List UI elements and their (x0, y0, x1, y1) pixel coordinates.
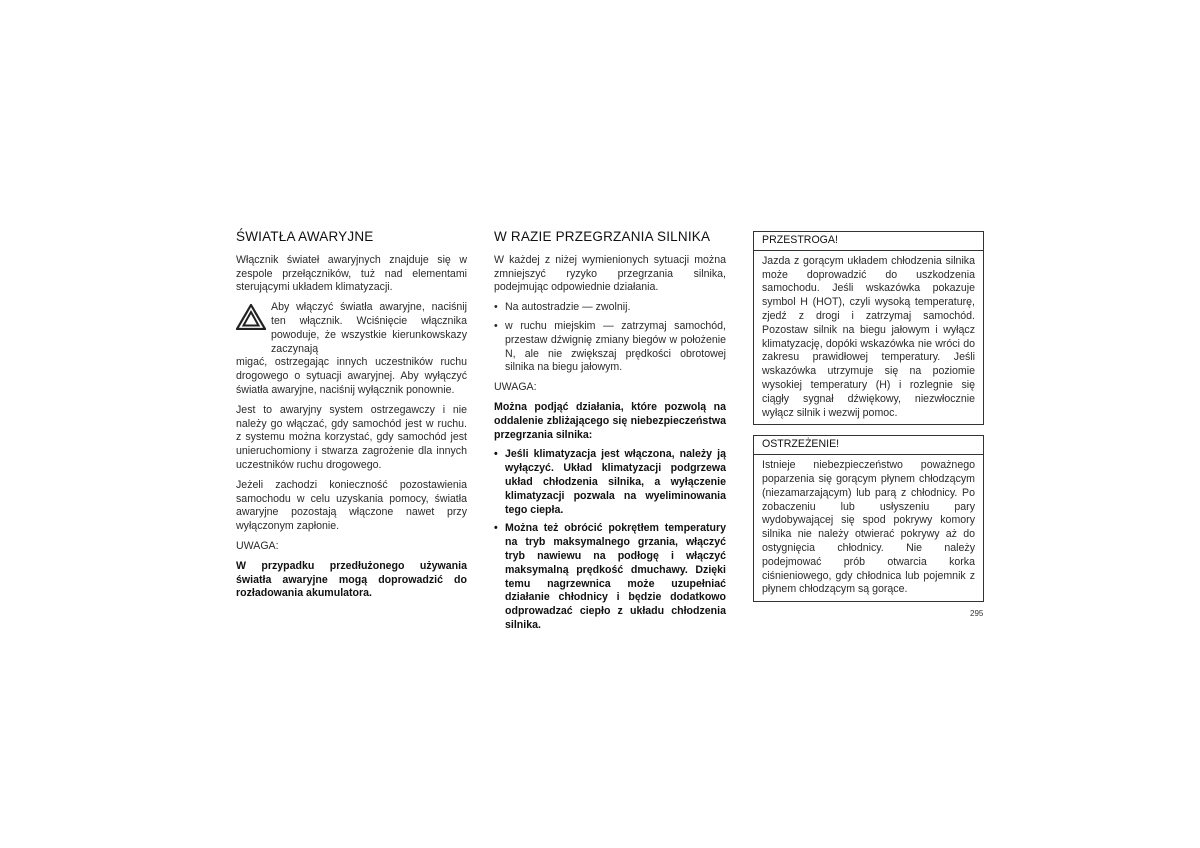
warning-box (753, 435, 984, 602)
paragraph: Jest to awaryjny system ostrzegawczy i nie należy go włączać, gdy samochód jest w ruchu. z systemu można korzystać, gdy samochód jest unieruchomiony i stwarza zagrożenie dla innych uczestników ruchu drogowego. (236, 403, 467, 471)
bullet-list (494, 301, 726, 375)
paragraph: Włącznik świateł awaryjnych znajduje się w zespole przełączników, tuż nad elementami sterującymi układem klimatyzacji. (236, 253, 467, 294)
note-intro: Można podjąć działania, które pozwolą na oddalenie zbliżającego się niebezpieczeństwa przegrzania silnika: (494, 400, 726, 441)
warning-text: Istnieje niebezpieczeństwo poważnego poparzenia się gorącym płynem chłodzącym (niezamarzającym) lub parą z chłodnicy. Po zobaczeniu lub usłyszeniu pary wydobywającej się spod pokrywy komory silnika nie należy otwierać pokrywy aż do ostygnięcia chłodnicy. Nie należy podejmować prób otwarcia korka ciśnieniowego, gdy chłodnica lub pojemnik z płynem chłodzącym są gorące. (762, 459, 975, 596)
section-hazard-lights (236, 230, 467, 607)
notices-column (753, 231, 984, 612)
paragraph: Aby włączyć światła awaryjne, naciśnij ten włącznik. Wciśnięcie włącznika powoduje, że wszystkie kierunkowskazy zaczynają (271, 301, 467, 355)
list-item: • Jeśli klimatyzacja jest włączona, należy ją wyłączyć. Układ klimatyzacji podgrzewa układ chłodzenia silnika, a wyłączenie klimatyzacji pozwala na wyeliminowania tego ciepła. (494, 448, 726, 517)
caution-text: Jazda z gorącym układem chłodzenia silnika może doprowadzić do uszkodzenia samochodu. Jeśli wskazówka pokazuje symbol H (HOT), czyli wysoką temperaturę, zjedź z drogi i zatrzymaj samochód. Pozostaw silnik na biegu jałowym i wyłącz klimatyzację, dopóki wskazówka nie wróci do zakresu prawidłowej temperatury. Jeśli wskazówka utrzymuje się na poziomie wysokiej temperatury (H) i rozlegnie się ciągły sygnał dźwiękowy, niezwłocznie wyłącz silnik i wezwij pomoc. (762, 254, 975, 419)
note-text: W przypadku przedłużonego używania światła awaryjne mogą doprowadzić do rozładowania akumulatora. (236, 559, 467, 600)
page-number: 295 (970, 609, 984, 618)
warning-title: OSTRZEŻENIE! (754, 436, 983, 455)
list-item: • w ruchu miejskim — zatrzymaj samochód, przestaw dźwignię zmiany biegów w położenie N, ale nie zwiększaj prędkości obrotowej silnika na biegu jałowym. (494, 320, 726, 375)
paragraph: Jeżeli zachodzi konieczność pozostawienia samochodu w celu uzyskania pomocy, światła awaryjne pozostają włączone nawet przy wyłączonym zapłonie. (236, 478, 467, 533)
caution-title: PRZESTROGA! (754, 232, 983, 251)
note-label: UWAGA: (494, 381, 537, 394)
hazard-switch-block (236, 301, 467, 356)
section-engine-overheating (494, 230, 726, 639)
list-item: • Można też obrócić pokrętłem temperatury na tryb maksymalnego grzania, włączyć tryb nawiewu na podłogę i włączyć maksymalną prędkość dmuchawy. Dzięki temu nagrzewnica może uzupełniać działanie chłodnicy i będzie dodatkowo odprowadzać ciepło z układu chłodzenia silnika. (494, 522, 726, 632)
paragraph: W każdej z niżej wymienionych sytuacji można zmniejszyć ryzyko przegrzania silnika, podejmując odpowiednie działania. (494, 253, 726, 294)
section-heading: W RAZIE PRZEGRZANIA SILNIKA (494, 229, 711, 244)
list-item: • Na autostradzie — zwolnij. (494, 301, 726, 315)
paragraph: migać, ostrzegając innych uczestników ruchu drogowego o sytuacji awaryjnej. Aby wyłączyć światła awaryjne, naciśnij wyłącznik ponownie. (236, 356, 467, 396)
caution-box (753, 231, 984, 425)
section-heading: ŚWIATŁA AWARYJNE (236, 229, 374, 244)
hazard-triangle-icon (236, 304, 266, 330)
note-label: UWAGA: (236, 539, 279, 552)
note-bullet-list (494, 448, 726, 632)
